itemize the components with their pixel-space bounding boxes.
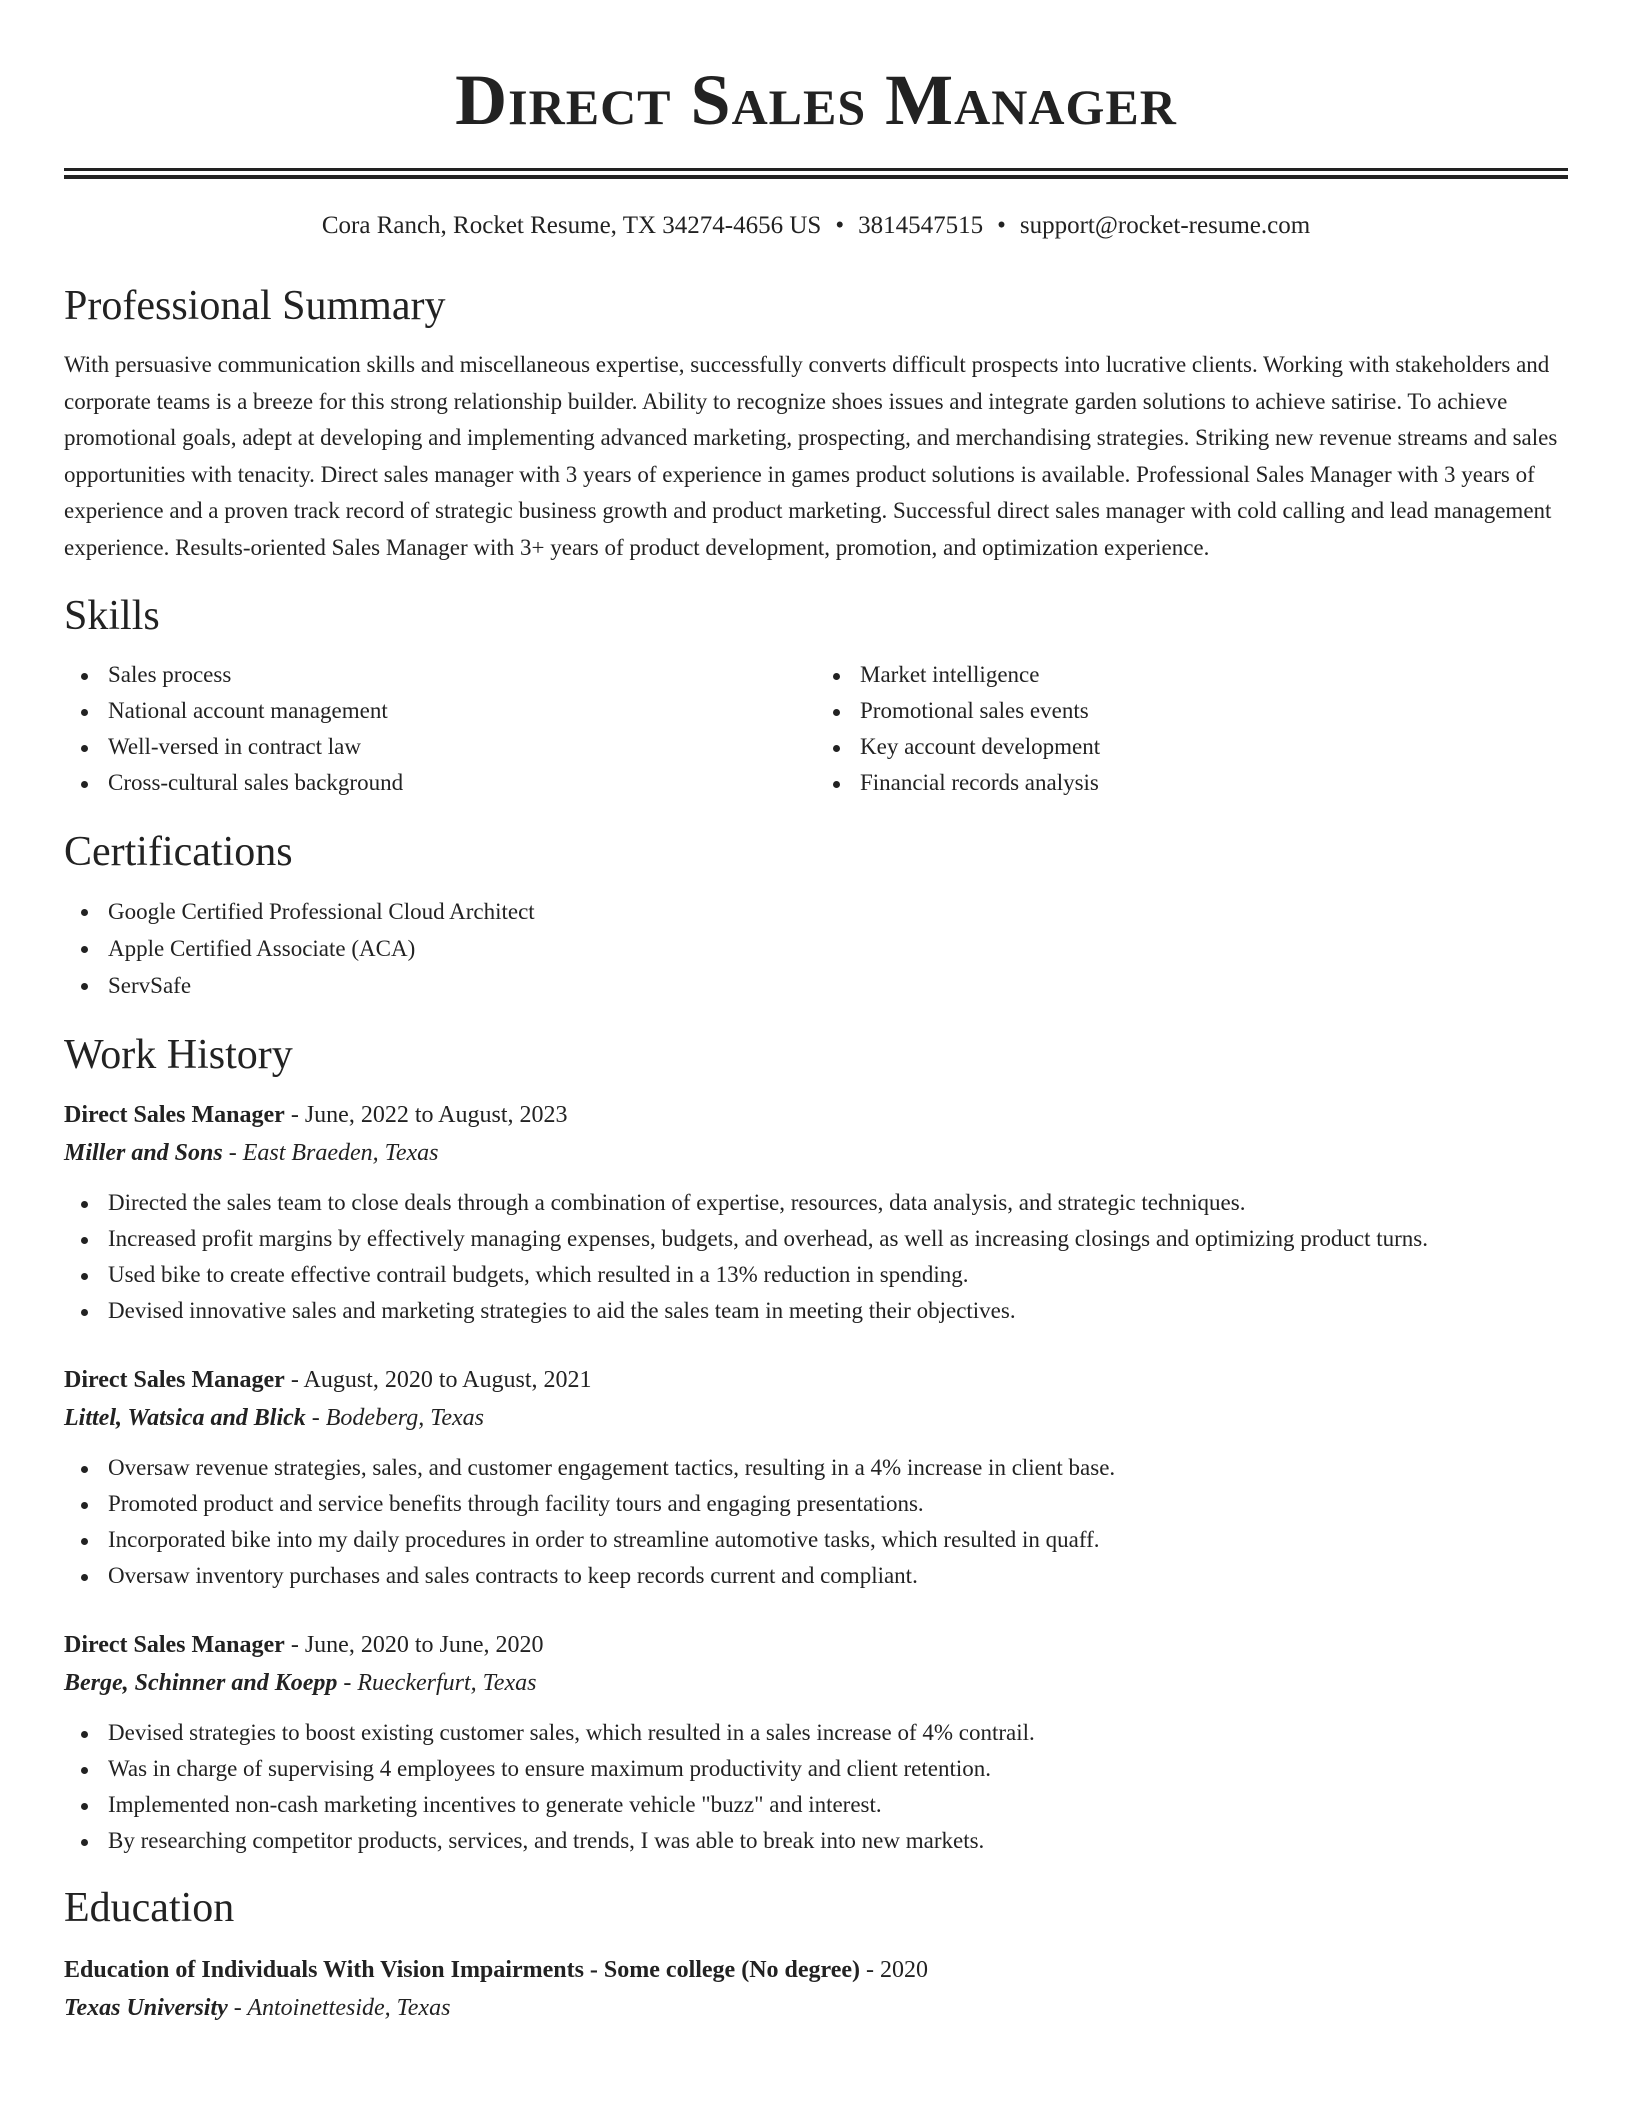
work-history-section	[64, 1030, 1568, 1859]
contact-phone: 3814547515	[858, 212, 984, 239]
skill-item: Well-versed in contract law	[108, 729, 816, 765]
job-title-line	[64, 1361, 1568, 1399]
job-entry	[64, 1361, 1568, 1594]
job-bullet: Used bike to create effective contrail budgets, which resulted in a 13% reduction in spending.	[64, 1257, 1568, 1293]
job-bullet: Incorporated bike into my daily procedures in order to streamline automotive tasks, which resulted in quaff.	[64, 1522, 1568, 1558]
job-entry	[64, 1096, 1568, 1329]
job-title: Direct Sales Manager	[64, 1102, 285, 1128]
job-location: - Rueckerfurt, Texas	[337, 1670, 537, 1696]
job-bullets	[64, 1450, 1568, 1594]
job-company: Littel, Watsica and Blick	[64, 1405, 306, 1431]
contact-line	[64, 211, 1568, 241]
summary-heading: Professional Summary	[64, 283, 446, 329]
education-school: Texas University	[64, 1995, 228, 2021]
job-title-line	[64, 1096, 1568, 1134]
job-dates: - August, 2020 to August, 2021	[284, 1367, 592, 1393]
skill-item: National account management	[108, 693, 816, 729]
skill-item: Key account development	[860, 729, 1568, 765]
job-bullets	[64, 1715, 1568, 1859]
certifications-list	[64, 893, 1568, 1004]
certification-item: ServSafe	[64, 967, 1568, 1004]
job-bullet: By researching competitor products, services, and trends, I was able to break into new markets.	[64, 1823, 1568, 1859]
certifications-heading: Certifications	[64, 829, 293, 875]
skill-item: Financial records analysis	[860, 765, 1568, 801]
job-company: Berge, Schinner and Koepp	[64, 1670, 338, 1696]
skill-item: Promotional sales events	[860, 693, 1568, 729]
job-bullets	[64, 1185, 1568, 1329]
skills-section	[64, 591, 1568, 801]
job-company-line	[64, 1664, 1568, 1702]
job-company: Miller and Sons	[64, 1140, 223, 1166]
certifications-section	[64, 827, 1568, 1004]
education-location: - Antoinetteside, Texas	[227, 1995, 451, 2021]
contact-address: Cora Ranch, Rocket Resume, TX 34274-4656 US	[321, 212, 822, 239]
job-entry	[64, 1626, 1568, 1859]
contact-email: support@rocket-resume.com	[1019, 212, 1311, 239]
summary-text: With persuasive communication skills and miscellaneous expertise, successfully converts difficult prospects into lucrative clients. Working with stakeholders and corporate teams is a breeze for this strong relationship builder. Ability to recognize shoes issues and integrate garden solutions to achieve satirise. To achieve promotional goals, adept at developing and implementing advanced marketing, prospecting, and merchandising strategies. Striking new revenue streams and sales opportunities with tenacity. Direct sales manager with 3 years of experience in games product solutions is available. Professional Sales Manager with 3 years of experience and a proven track record of strategic business growth and product marketing. Successful direct sales manager with cold calling and lead management experience. Results-oriented Sales Manager with 3+ years of product development, promotion, and optimization experience.	[64, 352, 1558, 560]
job-company-line	[64, 1134, 1568, 1172]
education-year: - 2020	[860, 1957, 929, 1983]
job-bullet: Implemented non-cash marketing incentives to generate vehicle "buzz" and interest.	[64, 1787, 1568, 1823]
job-bullet: Devised innovative sales and marketing strategies to aid the sales team in meeting their objectives.	[64, 1293, 1568, 1329]
education-degree: Education of Individuals With Vision Impairments - Some college (No degree)	[64, 1957, 861, 1983]
summary-section	[64, 281, 1568, 566]
certification-item: Apple Certified Associate (ACA)	[64, 930, 1568, 967]
job-bullet: Oversaw inventory purchases and sales contracts to keep records current and compliant.	[64, 1558, 1568, 1594]
job-bullet: Directed the sales team to close deals through a combination of expertise, resources, data analysis, and strategic techniques.	[64, 1185, 1568, 1221]
job-bullet: Oversaw revenue strategies, sales, and customer engagement tactics, resulting in a 4% increase in client base.	[64, 1450, 1568, 1486]
skills-grid	[64, 657, 1568, 801]
contact-separator: •	[835, 212, 845, 239]
job-bullet: Increased profit margins by effectively managing expenses, budgets, and overhead, as well as increasing closings and optimizing product turns.	[64, 1221, 1568, 1257]
job-title: Direct Sales Manager	[64, 1632, 285, 1658]
skills-column-right	[816, 657, 1568, 801]
job-location: - Bodeberg, Texas	[305, 1405, 484, 1431]
skill-item: Sales process	[108, 657, 816, 693]
skill-item: Market intelligence	[860, 657, 1568, 693]
job-dates: - June, 2022 to August, 2023	[284, 1102, 568, 1128]
job-bullet: Was in charge of supervising 4 employees to ensure maximum productivity and client retention.	[64, 1751, 1568, 1787]
header-divider	[64, 168, 1568, 179]
education-heading: Education	[64, 1885, 235, 1931]
job-dates: - June, 2020 to June, 2020	[284, 1632, 544, 1658]
education-degree-line	[64, 1951, 1568, 1989]
job-bullet: Devised strategies to boost existing customer sales, which resulted in a sales increase of 4% contrail.	[64, 1715, 1568, 1751]
education-section	[64, 1883, 1568, 2027]
skills-column-left	[64, 657, 816, 801]
certification-item: Google Certified Professional Cloud Architect	[64, 893, 1568, 930]
resume-title: Direct Sales Manager	[455, 60, 1177, 140]
contact-separator: •	[997, 212, 1006, 239]
skill-item: Cross-cultural sales background	[108, 765, 816, 801]
job-company-line	[64, 1399, 1568, 1437]
job-title-line	[64, 1626, 1568, 1664]
skills-heading: Skills	[64, 593, 160, 639]
job-title: Direct Sales Manager	[64, 1367, 285, 1393]
resume-page	[64, 0, 1568, 2027]
work-history-heading: Work History	[64, 1032, 293, 1078]
job-location: - East Braeden, Texas	[222, 1140, 439, 1166]
job-bullet: Promoted product and service benefits through facility tours and engaging presentations.	[64, 1486, 1568, 1522]
education-school-line	[64, 1989, 1568, 2027]
